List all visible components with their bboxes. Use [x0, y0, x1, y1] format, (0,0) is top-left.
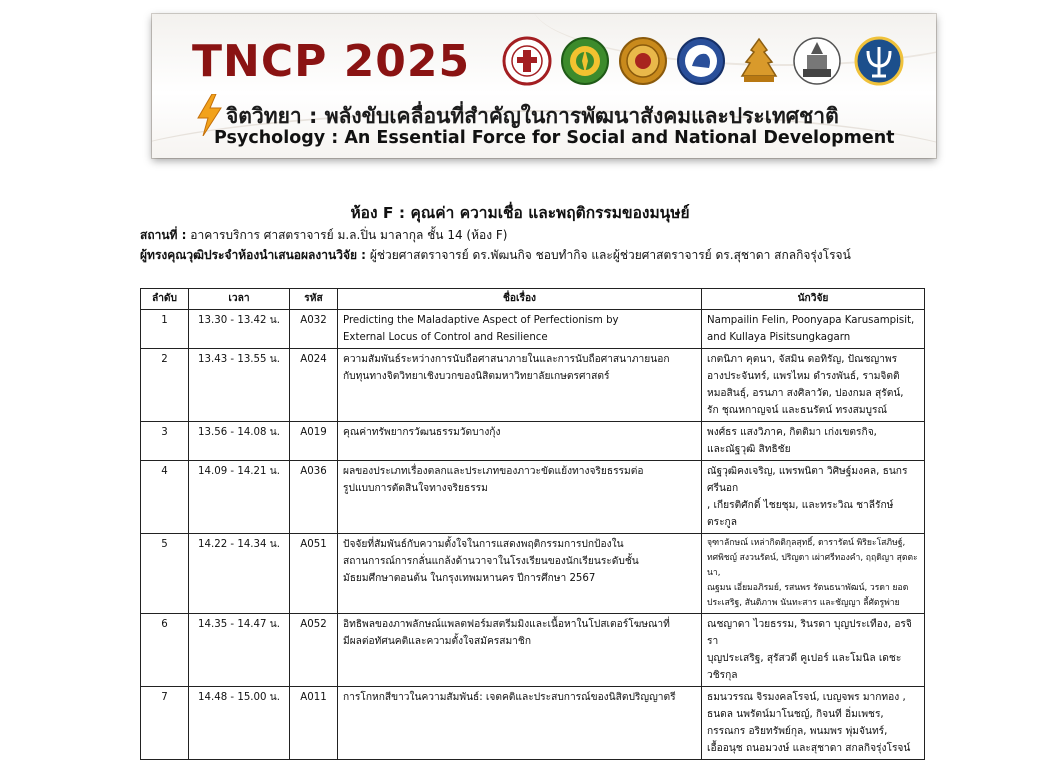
row-code: A036 [290, 461, 338, 534]
chair-value: ผู้ช่วยศาสตราจารย์ ดร.พัฒนกิจ ชอบทำกิจ และผู้ช่วยศาสตราจารย์ ดร.สุชาดา สกลกิจรุ่งโรจน์ [369, 248, 851, 262]
row-no: 2 [141, 349, 189, 422]
chair-line [140, 246, 851, 265]
row-no: 7 [141, 687, 189, 760]
university-seal-2-icon [560, 36, 610, 86]
table-row [141, 614, 925, 687]
row-no: 4 [141, 461, 189, 534]
row-code: A019 [290, 422, 338, 461]
row-code: A011 [290, 687, 338, 760]
location-label: สถานที่ : [140, 228, 187, 242]
header-no: ลำดับ [141, 289, 189, 310]
university-seal-5-icon [734, 36, 784, 86]
table-row [141, 349, 925, 422]
row-time: 14.22 - 14.34 น. [189, 534, 290, 614]
row-researchers: Nampailin Felin, Poonyapa Karusampisit, and Kullaya Pisitsungkagarn [702, 310, 925, 349]
room-title: ห้อง F : คุณค่า ความเชื่อ และพฤติกรรมของมนุษย์ [350, 204, 690, 222]
row-time: 13.30 - 13.42 น. [189, 310, 290, 349]
row-time: 14.48 - 15.00 น. [189, 687, 290, 760]
header-time: เวลา [189, 289, 290, 310]
psi-logo-icon [854, 36, 904, 86]
row-researchers: ณัฐวุฒิคงเจริญ, แพรพนิตา วิศิษฐ์มงคล, ธนกร ศรีนอก , เกียรติศักดิ์ ไชยชุม, และทระวิณ ชาลีรักษ์ตระกูล [702, 461, 925, 534]
location-value: อาคารบริการ ศาสตราจารย์ ม.ล.ปิ่น มาลากุล ชั้น 14 (ห้อง F) [190, 228, 508, 242]
conference-brand: TNCP 2025 [192, 36, 471, 87]
row-title: Predicting the Maladaptive Aspect of Perfectionism by External Locus of Control and Resilience [338, 310, 702, 349]
row-time: 14.09 - 14.21 น. [189, 461, 290, 534]
header-title: ชื่อเรื่อง [338, 289, 702, 310]
row-time: 14.35 - 14.47 น. [189, 614, 290, 687]
header-code: รหัส [290, 289, 338, 310]
row-time: 13.56 - 14.08 น. [189, 422, 290, 461]
row-code: A052 [290, 614, 338, 687]
row-researchers: ธมนวรรณ จิรมงคลโรจน์, เบญจพร มากทอง , ธนดล นพรัตน์มาโนชญ์, กิจนที อิ่มเพชร, กรรณกร อริยทรัพย์กุล, พนมพร พุ่มจันทร์, เอื้ออนุช ถนอมวงษ์ และสุชาดา สกลกิจรุ่งโรจน์ [702, 687, 925, 760]
table-header-row [141, 289, 925, 310]
row-code: A051 [290, 534, 338, 614]
row-title: คุณค่าทรัพยากรวัฒนธรรมวัดบางกุ้ง [338, 422, 702, 461]
logo-strip [502, 36, 912, 86]
university-seal-6-icon [792, 36, 842, 86]
row-no: 3 [141, 422, 189, 461]
university-seal-1-icon [502, 36, 552, 86]
row-title: ผลของประเภทเรื่องตลกและประเภทของภาวะขัดแย้งทางจริยธรรมต่อ รูปแบบการตัดสินใจทางจริยธรรม [338, 461, 702, 534]
chair-label: ผู้ทรงคุณวุฒิประจำห้องนำเสนอผลงานวิจัย : [140, 248, 366, 262]
university-seal-3-icon [618, 36, 668, 86]
row-no: 5 [141, 534, 189, 614]
table-row [141, 422, 925, 461]
conference-banner [152, 14, 936, 158]
row-title: ความสัมพันธ์ระหว่างการนับถือศาสนาภายในและการนับถือศาสนาภายนอก กับทุนทางจิตวิทยาเชิงบวกของนิสิตมหาวิทยาลัยเกษตรศาสตร์ [338, 349, 702, 422]
table-row [141, 534, 925, 614]
row-title: อิทธิพลของภาพลักษณ์แพลตฟอร์มสตรีมมิงและเนื้อหาในโปสเตอร์โฆษณาที่ มีผลต่อทัศนคติและความตั้งใจสมัครสมาชิก [338, 614, 702, 687]
location-line [140, 226, 507, 245]
header-researchers: นักวิจัย [702, 289, 925, 310]
row-researchers: ณชญาดา ไวยธรรม, รินรดา บุญประเทือง, อรจิรา บุญประเสริฐ, สุรัสวดี คูเปอร์ และโมนิล เดชะวชิรกุล [702, 614, 925, 687]
row-title: ปัจจัยที่สัมพันธ์กับความตั้งใจในการแสดงพฤติกรรมการปกป้องใน สถานการณ์การกลั่นแกล้งด้านวาจาในโรงเรียนของนักเรียนระดับชั้น มัธยมศึกษาตอนต้น ในกรุงเทพมหานคร ปีการศึกษา 2567 [338, 534, 702, 614]
university-seal-4-icon [676, 36, 726, 86]
row-title: การโกหกสีขาวในความสัมพันธ์: เจตคติและประสบการณ์ของนิสิตปริญญาตรี [338, 687, 702, 760]
table-row [141, 461, 925, 534]
row-researchers: จุฑาลักษณ์ เหล่ากิตติกุลสุทธิ์, ดารารัตน์ พิริยะโสภิษฐ์, ทศพิชญ์ สงวนรัตน์, ปริญดา เผ่าศรีทองคำ, ฤฤดิญา สุตตะนา, ณฐมน เอี่ยมอภิรมย์, รสนพร รัตนธนาพัฒน์, วรดา ยอด ประเสริฐ, สันติภาพ นันทะสาร และชัญญา ลี้ศัตรูพ่าย [702, 534, 925, 614]
row-code: A032 [290, 310, 338, 349]
row-researchers: เกตนิภา คุตนา, จัสมิน ดอทิรัญ, ปัณชญาพร อางประจันทร์, แพรไหม ดำรงพันธ์, รามจิตติ หมอสินธุ์, อรนภา สงศิลาวัต, ปองกมล สุรัตน์, รัก ชุณหกาญจน์ และธนรัตน์ ทรงสมบูรณ์ [702, 349, 925, 422]
row-code: A024 [290, 349, 338, 422]
row-no: 6 [141, 614, 189, 687]
row-time: 13.43 - 13.55 น. [189, 349, 290, 422]
banner-english-title: Psychology : An Essential Force for Social and National Development [214, 128, 895, 148]
table-row [141, 310, 925, 349]
table-row [141, 687, 925, 760]
row-no: 1 [141, 310, 189, 349]
row-researchers: พงศ์ธร แสงวิภาค, กิตติมา เก่งเขตรกิจ, และณัฐวุฒิ สิทธิชัย [702, 422, 925, 461]
schedule-table [140, 288, 925, 760]
banner-thai-title: จิตวิทยา : พลังขับเคลื่อนที่สำคัญในการพัฒนาสังคมและประเทศชาติ [226, 104, 839, 128]
